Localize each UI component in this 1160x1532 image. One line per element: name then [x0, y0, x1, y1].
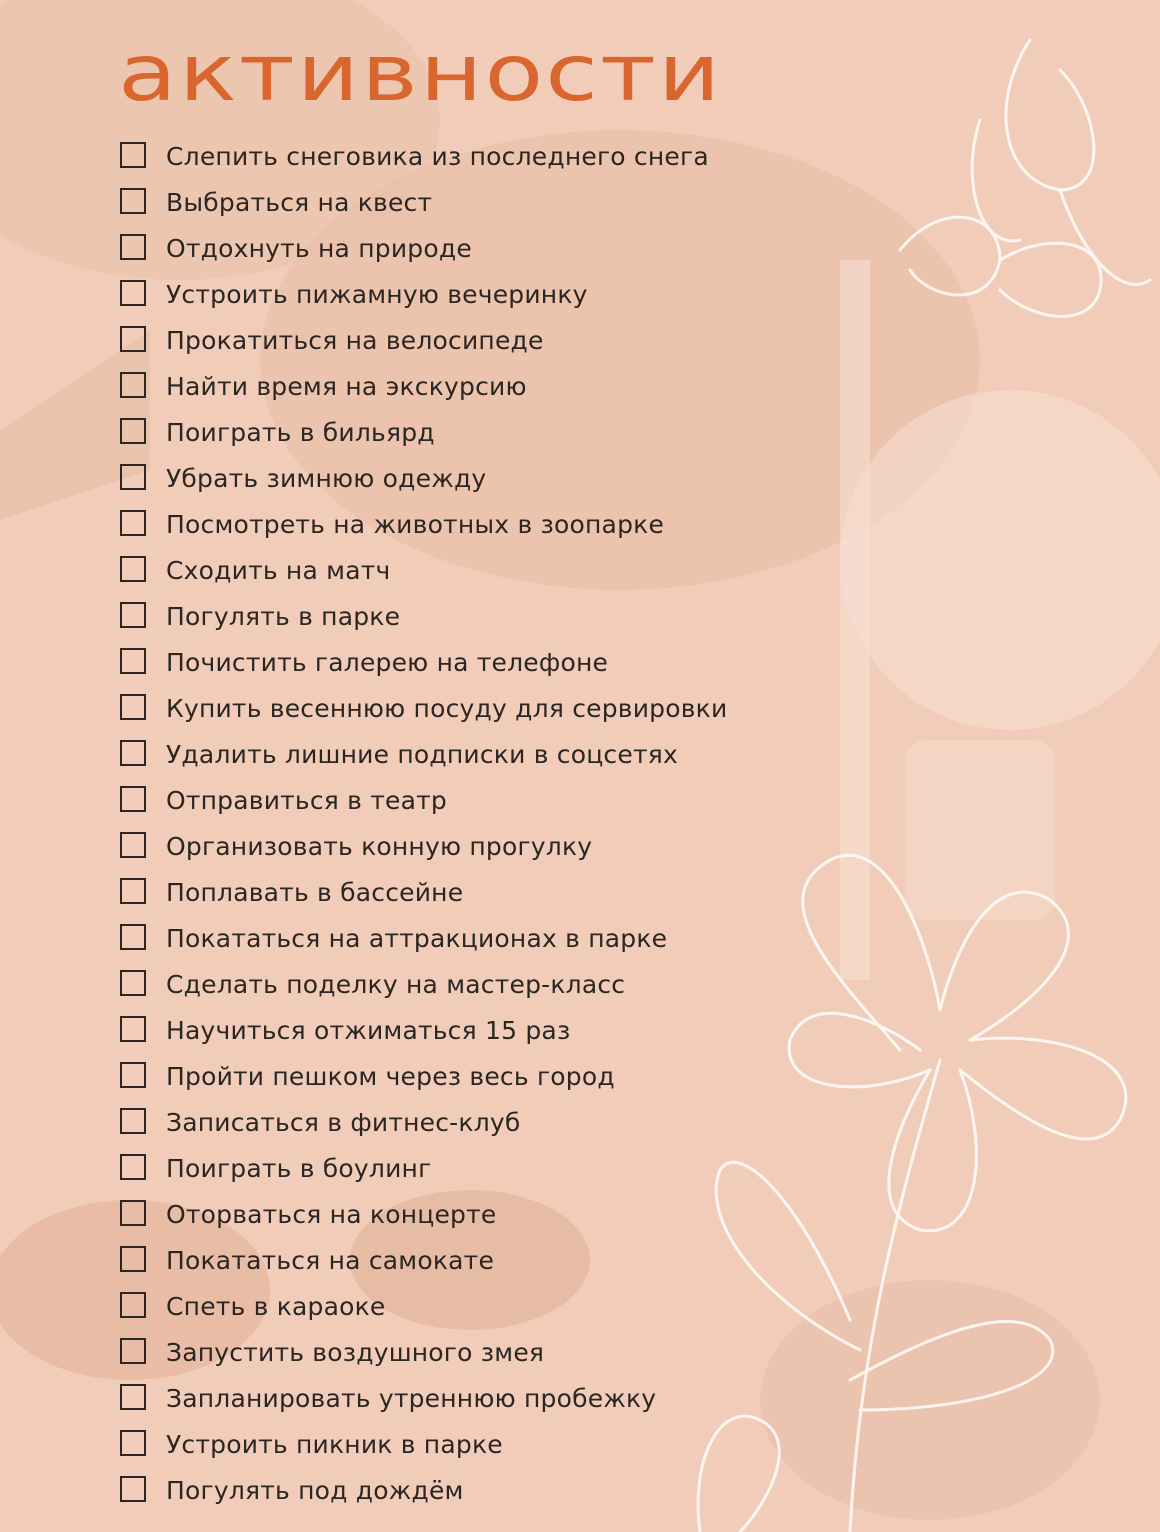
checkbox[interactable]: [120, 1476, 146, 1502]
checklist-item-label: Оторваться на концерте: [166, 1199, 497, 1229]
checkbox[interactable]: [120, 1062, 146, 1088]
checklist-item-label: Купить весеннюю посуду для сервировки: [166, 693, 728, 723]
checklist-item: [120, 731, 727, 777]
checklist-item-label: Поиграть в бильярд: [166, 417, 435, 447]
checklist-item: [120, 915, 727, 961]
checklist-item: [120, 363, 727, 409]
checklist-item: [120, 1145, 727, 1191]
checkbox[interactable]: [120, 1108, 146, 1134]
checklist-item: [120, 317, 727, 363]
checkbox[interactable]: [120, 234, 146, 260]
activity-checklist: [120, 133, 727, 1513]
checklist-item-label: Поплавать в бассейне: [166, 877, 464, 907]
checkbox[interactable]: [120, 1430, 146, 1456]
checkbox[interactable]: [120, 740, 146, 766]
checklist-item: [120, 1375, 727, 1421]
checkbox[interactable]: [120, 1016, 146, 1042]
checkbox[interactable]: [120, 1384, 146, 1410]
checklist-item-label: Научиться отжиматься 15 раз: [166, 1015, 571, 1045]
checklist-item-label: Посмотреть на животных в зоопарке: [166, 509, 665, 539]
checklist-item-label: Запустить воздушного змея: [166, 1337, 545, 1367]
checkbox[interactable]: [120, 602, 146, 628]
checklist-item-label: Спеть в караоке: [166, 1291, 386, 1321]
checkbox[interactable]: [120, 1200, 146, 1226]
checklist-item: [120, 409, 727, 455]
checkbox[interactable]: [120, 188, 146, 214]
checklist-item-label: Запланировать утреннюю пробежку: [166, 1383, 657, 1413]
checkbox[interactable]: [120, 510, 146, 536]
checkbox[interactable]: [120, 326, 146, 352]
checklist-item-label: Отправиться в театр: [166, 785, 447, 815]
checkbox[interactable]: [120, 1338, 146, 1364]
checklist-item: [120, 639, 727, 685]
checklist-item-label: Организовать конную прогулку: [166, 831, 593, 861]
checklist-item-label: Сходить на матч: [166, 555, 391, 585]
checklist-item-label: Покататься на аттракционах в парке: [166, 923, 668, 953]
checklist-item-label: Отдохнуть на природе: [166, 233, 472, 263]
checklist-item-label: Поиграть в боулинг: [166, 1153, 432, 1183]
checkbox[interactable]: [120, 418, 146, 444]
checkbox[interactable]: [120, 372, 146, 398]
checklist-item-label: Прокатиться на велосипеде: [166, 325, 544, 355]
checklist-item-label: Сделать поделку на мастер-класс: [166, 969, 626, 999]
checklist-item-label: Покататься на самокате: [166, 1245, 495, 1275]
checkbox[interactable]: [120, 786, 146, 812]
checklist-item: [120, 1099, 727, 1145]
checkbox[interactable]: [120, 648, 146, 674]
checkbox[interactable]: [120, 142, 146, 168]
checklist-item: [120, 547, 727, 593]
checkbox[interactable]: [120, 924, 146, 950]
page-title: активности: [118, 27, 723, 120]
checklist-item-label: Погулять в парке: [166, 601, 401, 631]
checkbox[interactable]: [120, 1246, 146, 1272]
checkbox[interactable]: [120, 832, 146, 858]
checklist-item-label: Выбраться на квест: [166, 187, 433, 217]
checklist-item: [120, 133, 727, 179]
checklist-item-label: Погулять под дождём: [166, 1475, 464, 1505]
checklist-item: [120, 1467, 727, 1513]
checkbox[interactable]: [120, 694, 146, 720]
checklist-item: [120, 1237, 727, 1283]
checklist-item: [120, 1007, 727, 1053]
checklist-item-label: Пройти пешком через весь город: [166, 1061, 615, 1091]
checklist-item-label: Слепить снеговика из последнего снега: [166, 141, 709, 171]
checklist-item: [120, 869, 727, 915]
checklist-item: [120, 1053, 727, 1099]
checklist-item: [120, 593, 727, 639]
checkbox[interactable]: [120, 1292, 146, 1318]
checklist-item-label: Устроить пижамную вечеринку: [166, 279, 588, 309]
checklist-item: [120, 501, 727, 547]
checklist-item: [120, 1329, 727, 1375]
checklist-item-label: Почистить галерею на телефоне: [166, 647, 609, 677]
checkbox[interactable]: [120, 464, 146, 490]
checklist-item-label: Удалить лишние подписки в соцсетях: [166, 739, 678, 769]
checkbox[interactable]: [120, 556, 146, 582]
checklist-item: [120, 1191, 727, 1237]
checkbox[interactable]: [120, 1154, 146, 1180]
checklist-item: [120, 1421, 727, 1467]
checklist-item: [120, 225, 727, 271]
checklist-item-label: Убрать зимнюю одежду: [166, 463, 487, 493]
checklist-item: [120, 823, 727, 869]
checklist-item-label: Записаться в фитнес-клуб: [166, 1107, 521, 1137]
checklist-item: [120, 777, 727, 823]
checklist-item-label: Устроить пикник в парке: [166, 1429, 503, 1459]
checkbox[interactable]: [120, 878, 146, 904]
checklist-item: [120, 455, 727, 501]
checklist-item-label: Найти время на экскурсию: [166, 371, 527, 401]
checklist-item: [120, 179, 727, 225]
checklist-item: [120, 961, 727, 1007]
checkbox[interactable]: [120, 280, 146, 306]
checkbox[interactable]: [120, 970, 146, 996]
checklist-item: [120, 1283, 727, 1329]
checklist-item: [120, 271, 727, 317]
checklist-item: [120, 685, 727, 731]
